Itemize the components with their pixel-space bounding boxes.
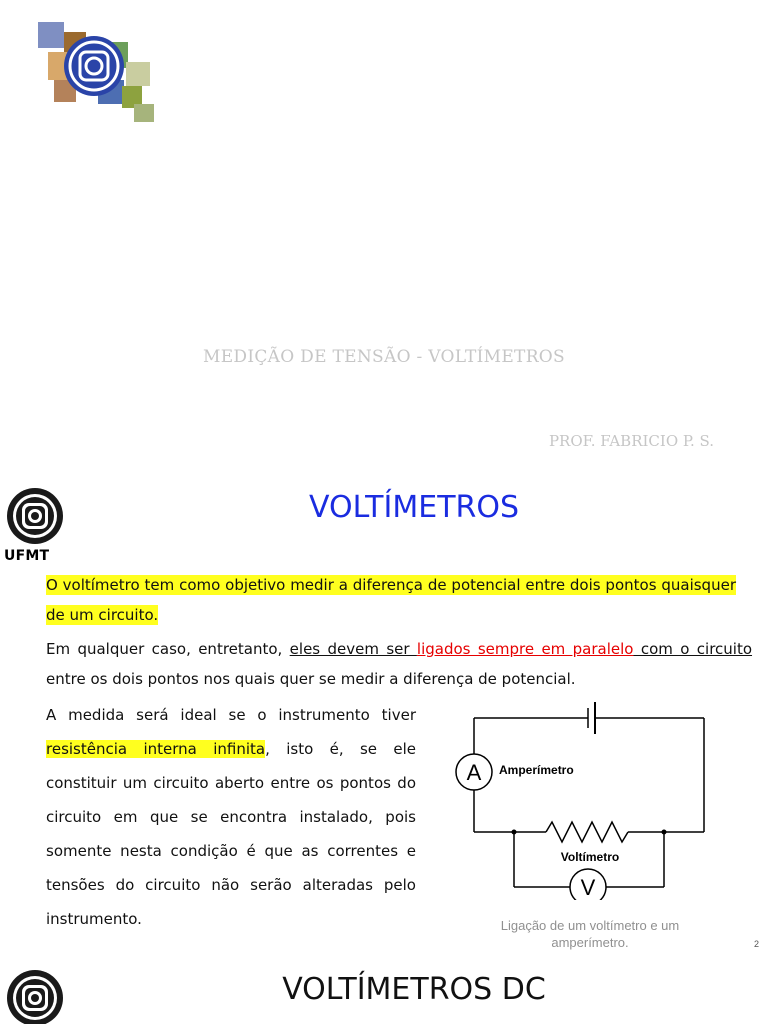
voltmeter-label: Voltímetro [560, 850, 620, 864]
paragraph-ideal-measurement [46, 698, 416, 936]
paragraph-objective [46, 570, 736, 630]
voltmeter-symbol: V [580, 875, 596, 900]
slide-title: VOLTÍMETROS [308, 490, 520, 525]
institution-mosaic-logo [38, 22, 160, 124]
underlined-text: eles devem ser [289, 640, 417, 658]
red-underlined-text: ligados sempre em paralelo [416, 640, 634, 658]
text-segment: entre os dois pontos nos quais quer se medir a diferença de potencial. [46, 670, 576, 688]
presentation-title: MEDIÇÃO DE TENSÃO - VOLTÍMETROS [203, 347, 565, 367]
slide-voltimetros-dc [0, 962, 768, 1024]
page-number: 2 [754, 939, 760, 949]
ammeter-symbol: A [466, 760, 482, 785]
underlined-text: com o circuito [633, 640, 753, 658]
text-segment: Em qualquer caso, entretanto, [46, 640, 290, 658]
circuit-diagram [452, 700, 722, 900]
text-segment: A medida será ideal se o instrumento tiver [46, 706, 416, 724]
slide-title-page [0, 0, 768, 462]
ammeter-label: Amperímetro [499, 763, 574, 777]
presentation-author: PROF. FABRICIO P. S. [548, 432, 714, 450]
diagram-caption: Ligação de um voltímetro e um amperímetro. [500, 918, 680, 950]
highlighted-text: resistência interna infinita [46, 740, 266, 758]
slide-title: VOLTÍMETROS DC [282, 972, 546, 1007]
slide-voltimetros [0, 462, 768, 962]
paragraph-connection [46, 634, 752, 694]
highlighted-text: O voltímetro tem como objetivo medir a diferença de potencial entre dois pontos quaisquer de um circuito. [46, 576, 736, 624]
text-segment: , isto é, se ele constituir um circuito aberto entre os pontos do circuito em que se encontra instalado, pois somente nesta condição é que as correntes e tensões do circuito não serão alteradas pelo instrumento. [46, 740, 416, 928]
ufmt-logo-text: UFMT [4, 548, 50, 564]
